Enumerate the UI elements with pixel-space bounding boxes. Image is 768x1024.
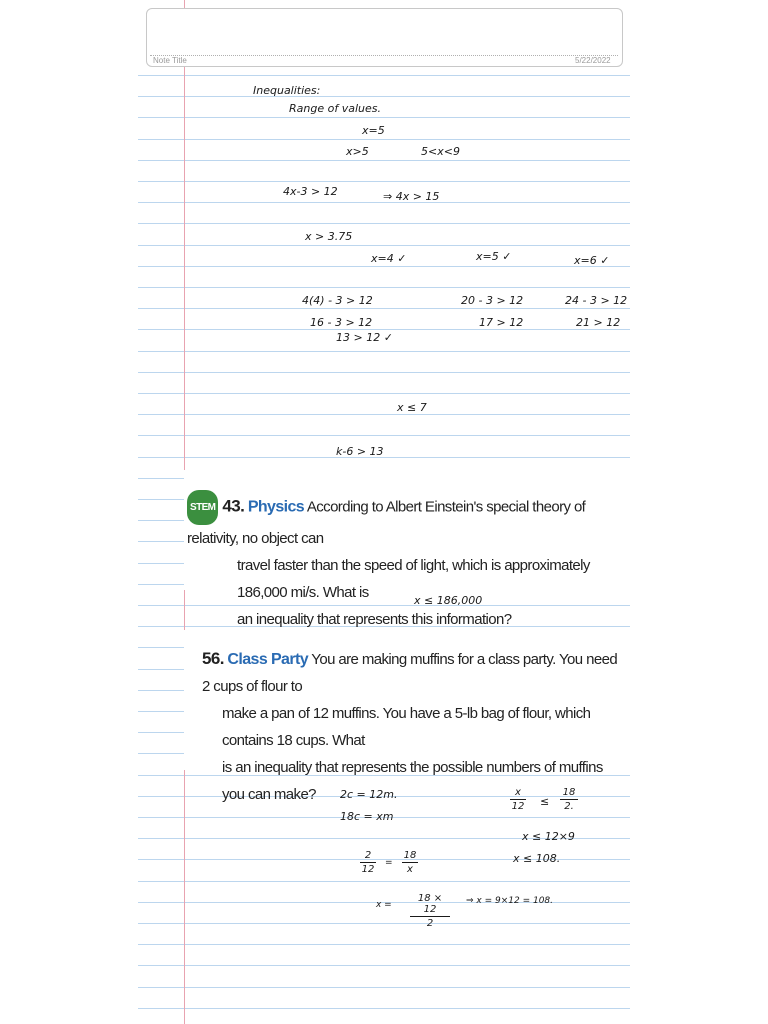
- ruled-line: [138, 923, 630, 924]
- stem-badge: STEM: [187, 490, 218, 525]
- ruled-line: [138, 372, 630, 373]
- example-equal: x=5: [362, 124, 385, 137]
- problem-number: 56.: [202, 649, 224, 668]
- checkmark-icon: ✓: [502, 250, 512, 263]
- ruled-line: [138, 245, 630, 246]
- ruled-line: [138, 414, 630, 415]
- problem-text-line: make a pan of 12 muffins. You have a 5-lb bag of flour, which contains 18 cups. What: [222, 705, 591, 749]
- ruled-line: [138, 308, 630, 309]
- inequality-le7: x ≤ 7: [397, 401, 427, 414]
- problem-43: [187, 490, 627, 633]
- work-x-frac: 18 × 12 2: [410, 893, 450, 929]
- check-c-line2: 21 > 12: [576, 316, 621, 329]
- ruled-line: [138, 287, 630, 288]
- notes-subheading: Range of values.: [289, 102, 381, 115]
- check-b-line2: 17 > 12: [479, 316, 524, 329]
- test-value-2: x=5 ✓: [476, 250, 512, 263]
- problem-text-line: According to Albert Einstein's special theory of relativity, no object can: [187, 498, 586, 547]
- work-le: ≤: [540, 795, 550, 808]
- inequality-k: k-6 > 13: [336, 445, 384, 458]
- check-a-line3: 13 > 12 ✓: [336, 331, 393, 344]
- checkmark-icon: ✓: [383, 331, 393, 344]
- ruled-line: [138, 266, 630, 267]
- ruled-line: [138, 223, 630, 224]
- work-frac-a: x 12: [511, 787, 525, 812]
- ruled-line: [138, 160, 630, 161]
- ruled-line: [138, 329, 630, 330]
- ruled-line: [138, 96, 630, 97]
- check-b-line1: 20 - 3 > 12: [461, 294, 524, 307]
- inequality-step: ⇒ 4x > 15: [383, 190, 440, 203]
- problem-number: 43.: [222, 496, 245, 516]
- example-greater: x>5: [346, 145, 369, 158]
- ruled-line: [138, 393, 630, 394]
- problem-43-answer: x ≤ 186,000: [414, 594, 483, 607]
- problem-56: [202, 645, 622, 808]
- note-date: 5/22/2022: [575, 56, 611, 65]
- work-step2: x ≤ 12×9: [522, 830, 575, 843]
- problem-text-line: travel faster than the speed of light, which is approximately 186,000 mi/s. What is: [237, 557, 590, 601]
- problem-topic: Physics: [247, 498, 305, 516]
- work-ratio-right: 18 x: [403, 850, 417, 875]
- work-x-result: ⇒ x = 9×12 = 108.: [466, 896, 554, 906]
- note-title-box[interactable]: [146, 8, 623, 67]
- note-title-label: Note Title: [153, 56, 187, 65]
- test-value-1: x=4 ✓: [371, 252, 407, 265]
- ruled-line: [138, 75, 630, 76]
- ruled-line: [138, 881, 630, 882]
- work-eq2: 18c = xm: [340, 810, 394, 823]
- test-value-3: x=6 ✓: [574, 254, 610, 267]
- ruled-line: [138, 435, 630, 436]
- ruled-line: [138, 139, 630, 140]
- work-step3: x ≤ 108.: [513, 852, 561, 865]
- work-ratio-eq: =: [385, 858, 393, 868]
- check-a-line1: 4(4) - 3 > 12: [302, 294, 373, 307]
- ruled-line: [138, 987, 630, 988]
- check-c-line1: 24 - 3 > 12: [565, 294, 628, 307]
- inequality-result: x > 3.75: [305, 230, 353, 243]
- ruled-line: [138, 965, 630, 966]
- ruled-line: [138, 944, 630, 945]
- notes-heading: Inequalities:: [253, 84, 321, 97]
- ruled-line: [138, 1008, 630, 1009]
- ruled-line: [138, 181, 630, 182]
- ruled-line: [138, 117, 630, 118]
- checkmark-icon: ✓: [600, 254, 610, 267]
- example-between: 5<x<9: [421, 145, 460, 158]
- problem-topic: Class Party: [227, 651, 308, 668]
- problem-text-line: You are making muffins for a class party. You need 2 cups of flour to: [202, 651, 618, 695]
- work-x-label: x =: [376, 900, 392, 910]
- problem-text-line: is an inequality that represents the possible numbers of muffins you can make?: [222, 759, 603, 803]
- inequality-main: 4x-3 > 12: [283, 185, 338, 198]
- checkmark-icon: ✓: [397, 252, 407, 265]
- problem-text-line: an inequality that represents this information?: [237, 611, 512, 628]
- work-ratio-left: 2 12: [361, 850, 375, 875]
- work-frac-b: 18 2.: [560, 787, 578, 812]
- ruled-line: [138, 457, 630, 458]
- title-divider: [150, 55, 618, 56]
- check-a-line2: 16 - 3 > 12: [310, 316, 373, 329]
- ruled-line: [138, 351, 630, 352]
- work-eq1: 2c = 12m.: [340, 788, 398, 801]
